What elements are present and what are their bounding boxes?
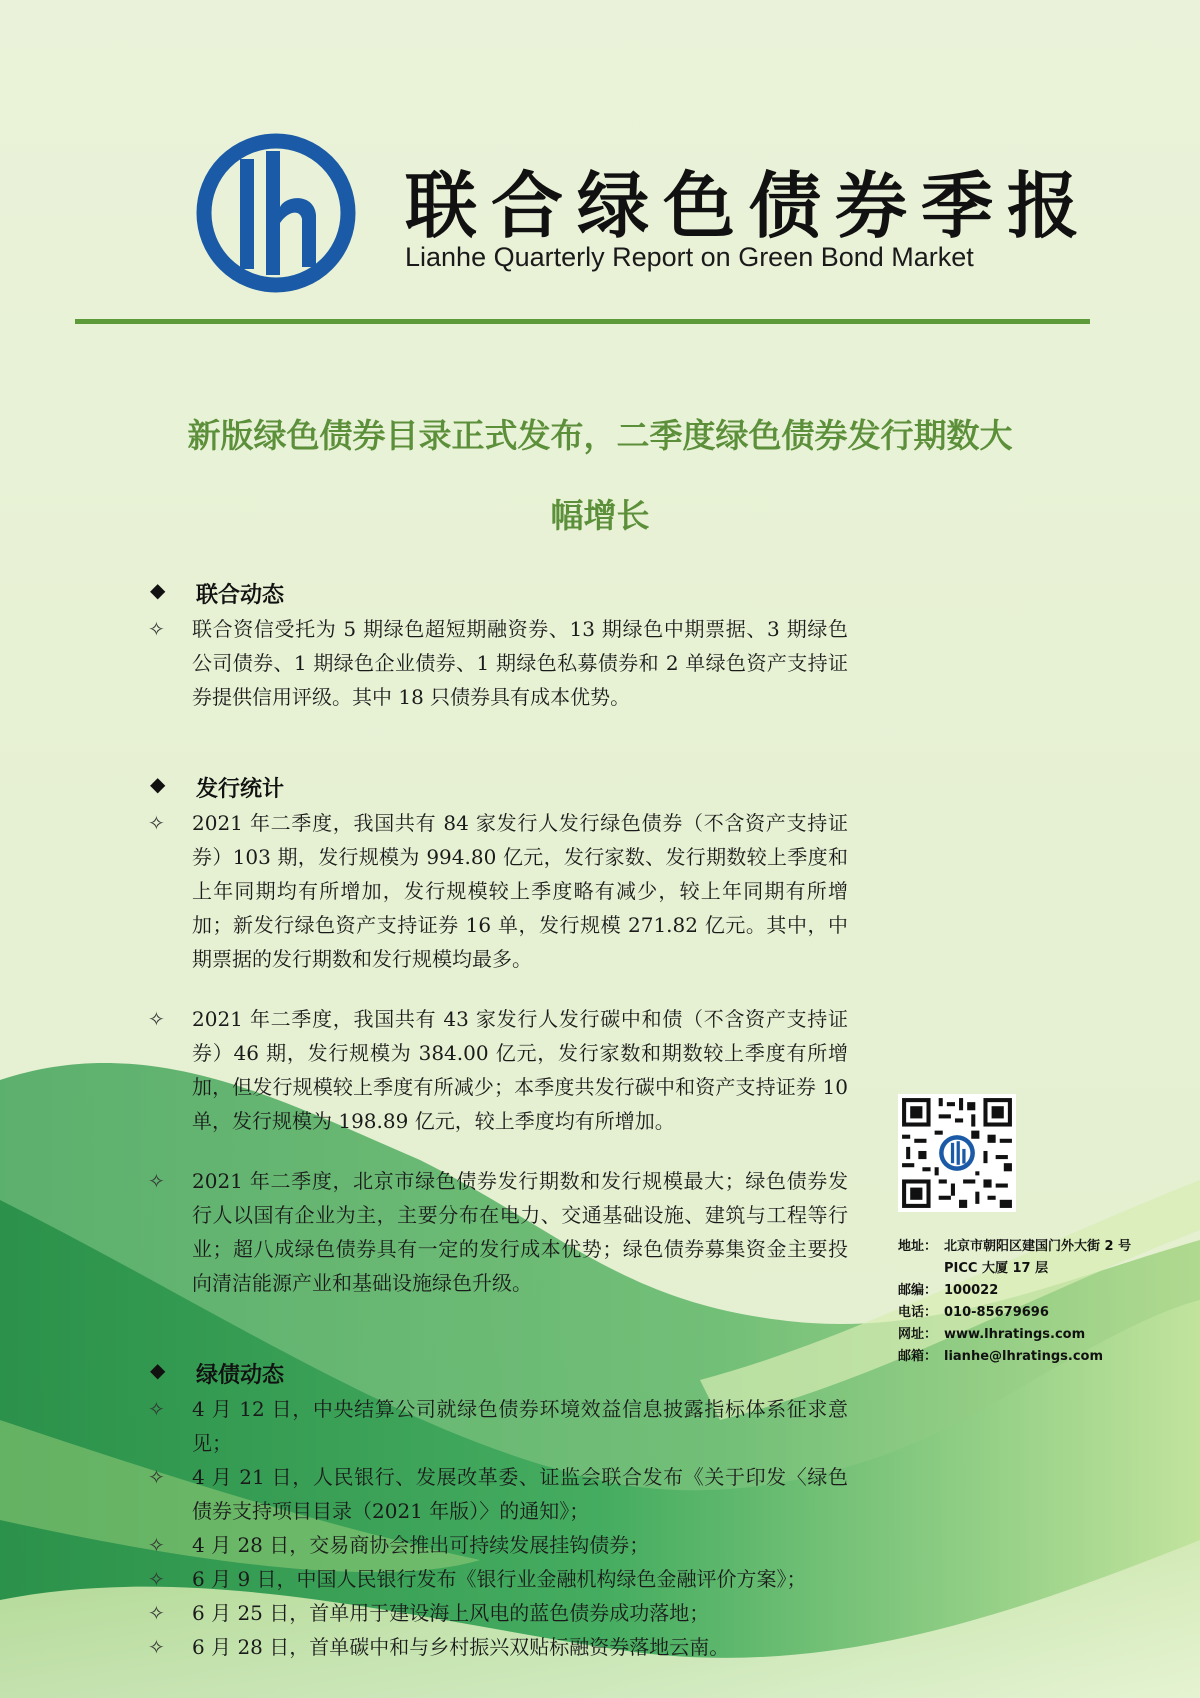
contact-website: 网址： www.lhratings.com bbox=[898, 1327, 1086, 1342]
list-item: ✧ 2021 年二季度，我国共有 43 家发行人发行碳中和债（不含资产支持证券）46 期，发行规模为 384.00 亿元，发行家数和期数较上季度有所增加，但发行规模较上季度有所减少；本季度共发行碳中和资产支持证券 10 单，发行规模为 198.89 亿元，较上季度均有所增加。 bbox=[148, 1002, 848, 1138]
four-point-star-icon: ✧ bbox=[148, 1169, 165, 1193]
report-content bbox=[148, 578, 848, 1664]
diamond-icon: ◆ bbox=[150, 772, 166, 796]
contact-postcode: 邮编： 100022 bbox=[898, 1283, 999, 1298]
contact-info bbox=[898, 1236, 1138, 1368]
list-item: ✧ 联合资信受托为 5 期绿色超短期融资券、13 期绿色中期票据、3 期绿色公司债券、1 期绿色企业债券、1 期绿色私募债券和 2 单绿色资产支持证券提供信用评级。其中 18 只债券具有成本优势。 bbox=[148, 612, 848, 714]
headline bbox=[150, 396, 1050, 556]
list-item: ✧ 4 月 28 日，交易商协会推出可持续发展挂钩债券； bbox=[148, 1528, 848, 1562]
four-point-star-icon: ✧ bbox=[148, 1007, 165, 1031]
four-point-star-icon: ✧ bbox=[148, 1533, 165, 1557]
four-point-star-icon: ✧ bbox=[148, 617, 165, 641]
qr-code[interactable] bbox=[898, 1094, 1016, 1212]
four-point-star-icon: ✧ bbox=[148, 1465, 165, 1489]
four-point-star-icon: ✧ bbox=[148, 811, 165, 835]
diamond-icon: ◆ bbox=[150, 578, 166, 602]
email-link[interactable]: lianhe@lhratings.com bbox=[944, 1349, 1103, 1364]
website-link[interactable]: www.lhratings.com bbox=[944, 1327, 1086, 1342]
headline-line-2: 幅增长 bbox=[550, 496, 650, 535]
lianhe-logo bbox=[196, 133, 356, 293]
section-heading: ◆ 联合动态 bbox=[150, 578, 285, 608]
four-point-star-icon: ✧ bbox=[148, 1635, 165, 1659]
report-title-en: Lianhe Quarterly Report on Green Bond Market bbox=[405, 242, 974, 272]
section-heading: ◆ 发行统计 bbox=[150, 772, 285, 802]
list-item: ✧ 6 月 9 日，中国人民银行发布《银行业金融机构绿色金融评价方案》； bbox=[148, 1562, 848, 1596]
headline-line-1: 新版绿色债券目录正式发布，二季度绿色债券发行期数大 bbox=[187, 416, 1013, 455]
four-point-star-icon: ✧ bbox=[148, 1397, 165, 1421]
list-item: ✧ 4 月 12 日，中央结算公司就绿色债券环境效益信息披露指标体系征求意见； bbox=[148, 1392, 848, 1460]
list-item: ✧ 6 月 28 日，首单碳中和与乡村振兴双贴标融资券落地云南。 bbox=[148, 1630, 848, 1664]
four-point-star-icon: ✧ bbox=[148, 1601, 165, 1625]
list-item: ✧ 4 月 21 日，人民银行、发展改革委、证监会联合发布《关于印发〈绿色债券支持项目目录（2021 年版）〉的通知》； bbox=[148, 1460, 848, 1528]
list-item: ✧ 6 月 25 日，首单用于建设海上风电的蓝色债券成功落地； bbox=[148, 1596, 848, 1630]
diamond-icon: ◆ bbox=[150, 1358, 166, 1382]
header-divider bbox=[75, 319, 1090, 324]
list-item: ✧ 2021 年二季度，我国共有 84 家发行人发行绿色债券（不含资产支持证券）103 期，发行规模为 994.80 亿元，发行家数、发行期数较上季度和上年同期均有所增加，发行规模较上季度略有减少，较上年同期有所增加；新发行绿色资产支持证券 16 单，发行规模 271.82 亿元。其中，中期票据的发行期数和发行规模均最多。 bbox=[148, 806, 848, 976]
contact-email: 邮箱： lianhe@lhratings.com bbox=[898, 1349, 1103, 1364]
contact-address: 地址： 北京市朝阳区建国门外大街 2 号 PICC 大厦 17 层 bbox=[898, 1239, 1132, 1276]
four-point-star-icon: ✧ bbox=[148, 1567, 165, 1591]
list-item: ✧ 2021 年二季度，北京市绿色债券发行期数和发行规模最大；绿色债券发行人以国有企业为主，主要分布在电力、交通基础设施、建筑与工程等行业；超八成绿色债券具有一定的发行成本优势；绿色债券募集资金主要投向清洁能源产业和基础设施绿色升级。 bbox=[148, 1164, 848, 1300]
section-heading: ◆ 绿债动态 bbox=[150, 1358, 285, 1388]
report-title-cn: 联合绿色债券季报 bbox=[405, 164, 1094, 248]
contact-phone: 电话： 010-85679696 bbox=[898, 1305, 1049, 1320]
